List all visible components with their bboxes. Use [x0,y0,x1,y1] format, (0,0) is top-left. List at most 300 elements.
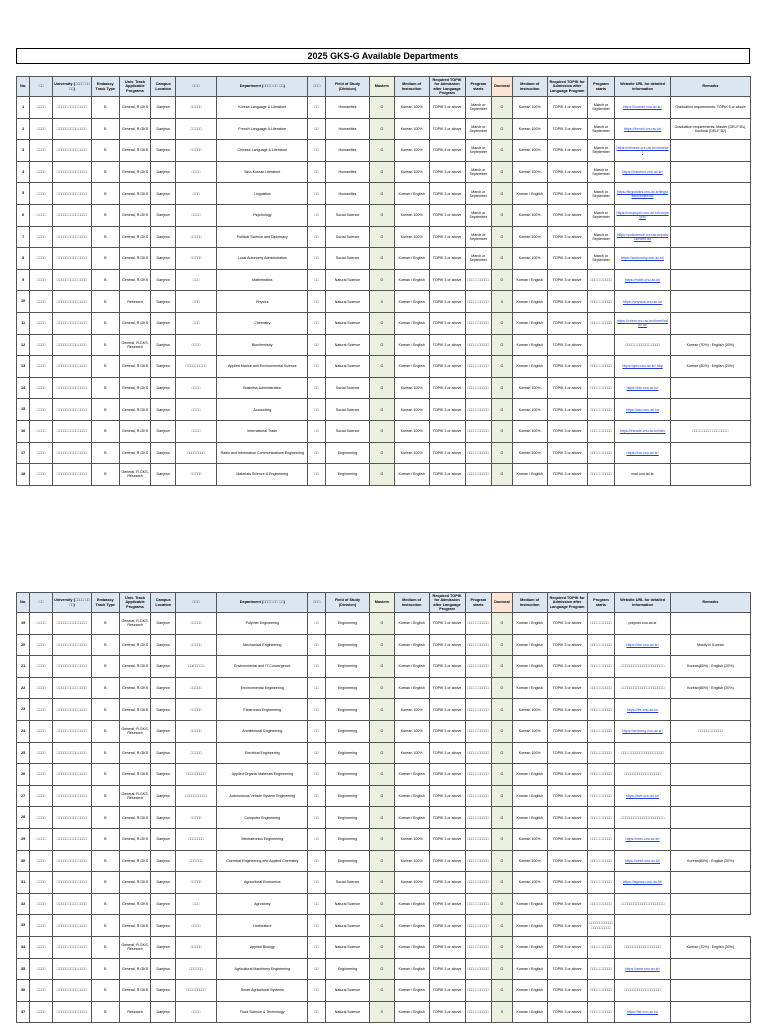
cell-col-topik-d: TOPIK 3 or above [547,204,587,226]
cell-col-website[interactable]: https://mec.cnu.ac.kr/ [615,828,670,850]
cell-col-ko2: □□□□□□□□□□ [176,785,217,807]
cell-col-ko1: □□□□ [30,399,53,421]
cell-col-medium-d: Korean 100% [512,118,547,140]
cell-col-ko2: □□□□ [176,334,217,356]
cell-col-univ-track: General, R-GKS [119,161,151,183]
cell-col-department: Mathematics [217,269,308,291]
cell-col-ko3: □□ [308,334,325,356]
cell-col-doctoral: O [492,915,513,937]
cell-col-medium-m: Korean / English [394,634,429,656]
cell-col-website[interactable]: https://ee.cnu.ac.kr/ [615,699,670,721]
cell-col-field: Natural Science [325,269,369,291]
cell-col-medium-m: Korean / English [394,893,429,915]
cell-col-start-m: March or September [465,204,492,226]
cell-col-start-d: □□□ □ □□□□□ [587,764,615,786]
cell-col-ko3: □□ [308,312,325,334]
cell-col-embassy-track: B [91,936,119,958]
cell-col-univ-track: General, R-GKS [119,442,151,464]
cell-col-remarks [670,248,750,270]
cell-col-ko3: □□ [308,936,325,958]
cell-col-department: Chemical Engineering and Applied Chemistry [217,850,308,872]
cell-col-ko2: □□□□ [176,377,217,399]
cell-col-medium-d: Korean / English [512,656,547,678]
cell-col-univ-track: General, R-GKS, Research [119,720,151,742]
cell-col-website[interactable]: https://ame.cnu.ac.kr/ [615,958,670,980]
cell-col-website[interactable]: https://french.cnu.ac.kr/ [615,118,670,140]
cell-col-no: 8 [17,248,30,270]
cell-col-university: □□□□□ □□□□ □□□□ [52,613,91,635]
cell-col-department: Agronomy [217,893,308,915]
cell-col-remarks: Graduation requirements: TOPIK 6 or above [670,97,750,119]
cell-col-doctoral: O [492,720,513,742]
cell-col-ko2: □□□□ [176,915,217,937]
cell-col-department: Local Autonomy Administration [217,248,308,270]
cell-col-no: 22 [17,677,30,699]
cell-col-no: 9 [17,269,30,291]
cell-col-website[interactable]: https://korean.cnu.ac.kr/ [615,97,670,119]
cell-col-ko2: □□□ [176,269,217,291]
cell-col-ko3: □□ [308,634,325,656]
cell-col-embassy-track: B [91,334,119,356]
cell-col-masters: O [370,183,395,205]
cell-col-field: Humanities [325,183,369,205]
cell-col-website[interactable]: https://polscience.cnu.ac.kr/polsci/index.do [615,226,670,248]
header-col-ko2: □□□ [176,77,217,97]
table-row [17,613,751,635]
cell-col-medium-m: Korean / English [394,183,429,205]
table-row [17,785,751,807]
cell-col-medium-d: Korean 100% [512,850,547,872]
cell-col-ko3: □□ [308,872,325,894]
cell-col-no: 32 [17,893,30,915]
cell-col-start-m: □□□ □ □□□□□ [465,399,492,421]
cell-col-ko3: □□ [308,420,325,442]
cell-col-department: Agricultural Economics [217,872,308,894]
cell-col-topik-m: TOPIK 3 or above [429,118,465,140]
cell-col-no: 5 [17,183,30,205]
cell-col-ko2: □□□ [176,183,217,205]
cell-col-doctoral: O [492,269,513,291]
cell-col-topik-d: TOPIK 3 or above [547,356,587,378]
cell-col-field: Engineering [325,656,369,678]
cell-col-masters: O [370,442,395,464]
cell-col-ko3: □□ [308,980,325,1002]
cell-col-univ-track: General, R-GKS [119,742,151,764]
cell-col-start-m: March or September [465,226,492,248]
cell-col-department: Autonomous Vehicle System Engineering [217,785,308,807]
cell-col-start-d: □□□ □ □□□□□ [587,291,615,313]
cell-col-website[interactable]: https://agecon.cnu.ac.kr/ [615,872,670,894]
cell-col-start-m: □□□ □ □□□□□ [465,936,492,958]
cell-col-univ-track: General, R-GKS [119,828,151,850]
cell-col-university: □□□□□ □□□□ □□□□ [52,97,91,119]
cell-col-medium-d: Korean / English [512,356,547,378]
cell-col-ko1: □□□□ [30,720,53,742]
cell-col-masters: O [370,399,395,421]
cell-col-no: 4 [17,161,30,183]
cell-col-univ-track: General, R-GKS [119,980,151,1002]
cell-col-masters: O [370,97,395,119]
cell-col-website[interactable]: https://acc.cnu.ac.kr/ [615,399,670,421]
cell-col-medium-d: Korean / English [512,936,547,958]
cell-col-topik-d: TOPIK 3 or above [547,656,587,678]
cell-col-ko1: □□□□ [30,958,53,980]
cell-col-university: □□□□□ □□□□ □□□□ [52,1001,91,1023]
cell-col-field: Social Science [325,248,369,270]
cell-col-medium-m: Korean 100% [394,699,429,721]
header-col-ko1: □□ [30,593,53,613]
cell-col-ko3: □□ [308,248,325,270]
cell-col-campus: Daejeon [151,1001,176,1023]
header-col-no: No. [17,593,30,613]
cell-col-ko3: □□ [308,720,325,742]
cell-col-doctoral: O [492,936,513,958]
cell-col-ko1: □□□□ [30,464,53,486]
cell-col-ko3: □□ [308,807,325,829]
cell-col-topik-d: TOPIK 3 or above [547,118,587,140]
cell-col-university: □□□□□ □□□□ □□□□ [52,764,91,786]
table-header-row [17,593,751,613]
cell-col-no: 16 [17,420,30,442]
cell-col-embassy-track: B [91,785,119,807]
cell-col-start-d: □□□ □ □□□□□ [587,720,615,742]
table-row [17,399,751,421]
cell-col-embassy-track: B [91,656,119,678]
cell-col-website[interactable]: https://hanmun.cnu.ac.kr/ [615,161,670,183]
cell-col-ko2: □□□□□ [176,464,217,486]
cell-col-campus: Daejeon [151,420,176,442]
cell-col-ko2: □□□□□ [176,140,217,162]
table-row [17,464,751,486]
cell-col-masters: O [370,118,395,140]
cell-col-masters: O [370,377,395,399]
cell-col-ko2: □□□□ [176,204,217,226]
cell-col-ko1: □□□□ [30,356,53,378]
cell-col-campus: Daejeon [151,140,176,162]
cell-col-start-d: March or September [587,183,615,205]
cell-col-medium-d: Korean / English [512,677,547,699]
cell-col-medium-m: Korean / English [394,677,429,699]
cell-col-topik-m: TOPIK 3 or above [429,850,465,872]
cell-col-embassy-track: B [91,980,119,1002]
cell-col-start-d: □□□ □ □□□□□ [587,377,615,399]
cell-col-no: 12 [17,334,30,356]
header-col-topik-d: Required TOPIK for Admission after Language Program [547,77,587,97]
cell-col-medium-d: Korean / English [512,764,547,786]
cell-col-masters: O [370,785,395,807]
cell-col-doctoral: O [492,312,513,334]
cell-col-field: Humanities [325,140,369,162]
cell-col-embassy-track: B [91,1001,119,1023]
table-row [17,377,751,399]
cell-col-ko2: □□□□□ [176,720,217,742]
cell-col-masters: X [370,291,395,313]
cell-col-campus: Daejeon [151,720,176,742]
header-col-university: University (□□□□ □□ □□) [52,77,91,97]
cell-col-topik-d: TOPIK 4 or above [547,161,587,183]
cell-col-department: Mechatronics Engineering [217,828,308,850]
cell-col-medium-m: Korean 100% [394,420,429,442]
cell-col-department: Environmental Engineering [217,677,308,699]
cell-col-ko1: □□□□ [30,97,53,119]
cell-col-campus: Daejeon [151,785,176,807]
cell-col-field: Engineering [325,807,369,829]
cell-col-ko3: □□ [308,785,325,807]
cell-col-start-m: □□□ □ □□□□□ [465,1001,492,1023]
cell-col-masters: O [370,936,395,958]
cell-col-campus: Daejeon [151,399,176,421]
cell-col-no: 28 [17,807,30,829]
cell-col-topik-d: TOPIK 3 or above [547,980,587,1002]
cell-col-university: □□□□□ □□□□ □□□□ [52,183,91,205]
cell-col-medium-d: Korean 100% [512,828,547,850]
cell-col-campus: Daejeon [151,634,176,656]
cell-col-medium-d: Korean / English [512,807,547,829]
header-col-ko3: □□□ [308,593,325,613]
cell-col-campus: Daejeon [151,828,176,850]
cell-col-start-d: □□□ □ □□□□□ [587,677,615,699]
cell-col-department: Political Science and Diplomacy [217,226,308,248]
cell-col-medium-m: Korean / English [394,764,429,786]
cell-col-no: 14 [17,377,30,399]
table-row [17,118,751,140]
header-col-topik-m: Required TOPIK for Admission after Language Program [429,593,465,613]
cell-col-medium-d: Korean 100% [512,97,547,119]
cell-col-website[interactable]: https://biz.cnu.ac.kr/ [615,377,670,399]
cell-col-no: 26 [17,764,30,786]
header-col-no: No. [17,77,30,97]
cell-col-field: Engineering [325,850,369,872]
header-col-remarks: Remarks [670,593,750,613]
cell-col-ko3: □□ [308,140,325,162]
cell-col-campus: Daejeon [151,226,176,248]
cell-col-embassy-track: B [91,442,119,464]
cell-col-field: Natural Science [325,936,369,958]
cell-col-no: 24 [17,720,30,742]
cell-col-website[interactable]: https://archeng.cnu.ac.kr/ [615,720,670,742]
cell-col-university: □□□□□ □□□□ □□□□ [52,291,91,313]
cell-col-website[interactable]: https://me.cnu.ac.kr/ [615,634,670,656]
cell-col-topik-m: TOPIK 3 or above [429,785,465,807]
cell-col-masters: O [370,699,395,721]
cell-col-embassy-track: B [91,764,119,786]
cell-col-website[interactable]: https://chem.cnu.ac.kr/chem/index.do [615,312,670,334]
cell-col-website[interactable]: https://rcs.cnu.ac.kr/ [615,442,670,464]
cell-col-medium-d: Korean / English [512,291,547,313]
cell-col-no: 2 [17,118,30,140]
cell-col-website[interactable]: https://ave.cnu.ac.kr/ [615,785,670,807]
cell-col-topik-d: TOPIK 3 or above [547,334,587,356]
cell-col-start-d: □□□ □ □□□□□ [587,872,615,894]
header-col-masters: Masters [370,593,395,613]
cell-col-website[interactable]: https://linguistics.cnu.ac.kr/linguistics/index.do [615,183,670,205]
cell-col-univ-track: General, R-GKS [119,915,151,937]
cell-col-medium-d: Korean / English [512,1001,547,1023]
cell-col-start-m: □□□ □ □□□□□ [465,828,492,850]
cell-col-topik-m: TOPIK 3 or above [429,226,465,248]
cell-col-department: Mechanical Engineering [217,634,308,656]
cell-col-topik-m: TOPIK 3 or above [429,893,465,915]
cell-col-field: Engineering [325,742,369,764]
cell-col-topik-d: TOPIK 3 or above [547,807,587,829]
cell-col-website[interactable]: https://intrade.cnu.ac.kr/inter [615,420,670,442]
cell-col-medium-m: Korean 100% [394,850,429,872]
cell-col-field: Social Science [325,420,369,442]
header-col-campus: Campus Location [151,593,176,613]
table-row [17,828,751,850]
cell-col-start-d: March or September [587,118,615,140]
cell-col-department: Environmental and IT Convergence [217,656,308,678]
cell-col-field: Engineering [325,613,369,635]
cell-col-field: Engineering [325,720,369,742]
cell-col-website[interactable]: https://autonomy.cnu.ac.kr/ [615,248,670,270]
cell-col-university: □□□□□ □□□□ □□□□ [52,893,91,915]
cell-col-ko1: □□□□ [30,269,53,291]
table-body-top [17,97,751,486]
cell-col-start-m: □□□ □ □□□□□ [465,720,492,742]
cell-col-campus: Daejeon [151,118,176,140]
cell-col-start-m: □□□ □ □□□□□ [465,980,492,1002]
cell-col-remarks [670,872,750,894]
cell-col-start-d: □□□ □ □□□□□ [587,399,615,421]
cell-col-ko3: □□ [308,183,325,205]
cell-col-embassy-track: B [91,356,119,378]
cell-col-masters: O [370,613,395,635]
cell-col-campus: Daejeon [151,161,176,183]
cell-col-website[interactable]: https://math.cnu.ac.kr/ [615,269,670,291]
cell-col-ko3: □□ [308,958,325,980]
cell-col-website[interactable]: https://geo.cnu.ac.kr/ http [615,356,670,378]
cell-col-university: □□□□□ □□□□ □□□□ [52,742,91,764]
cell-col-campus: Daejeon [151,872,176,894]
cell-col-univ-track: General, R-GKS [119,656,151,678]
cell-col-ko1: □□□□ [30,613,53,635]
cell-col-campus: Daejeon [151,312,176,334]
cell-col-topik-m: TOPIK 3 or above [429,936,465,958]
cell-col-topik-m: TOPIK 3 or above [429,312,465,334]
cell-col-remarks [670,269,750,291]
cell-col-topik-m: TOPIK 3 or above [429,764,465,786]
cell-col-doctoral: O [492,850,513,872]
cell-col-website[interactable]: https://physics.cnu.ac.kr/ [615,291,670,313]
cell-col-start-m: □□□ □ □□□□□ [465,850,492,872]
cell-col-medium-d: Korean 100% [512,377,547,399]
cell-col-start-d: □□□ □ □□□□□ [587,699,615,721]
cell-col-website[interactable]: https://cnupsych.cnu.ac.kr/cnupsych/ [615,204,670,226]
cell-col-remarks: Korean (80%) : English (20%) [670,356,750,378]
cell-col-field: Engineering [325,958,369,980]
cell-col-doctoral: O [492,464,513,486]
cell-col-website[interactable]: https://fst.cnu.ac.kr/ [615,1001,670,1023]
cell-col-ko1: □□□□ [30,980,53,1002]
cell-col-doctoral: O [492,226,513,248]
cell-col-embassy-track: B [91,720,119,742]
cell-col-topik-m: TOPIK 3 or above [429,204,465,226]
cell-col-ko1: □□□□ [30,248,53,270]
cell-col-ko3: □□ [308,442,325,464]
cell-col-no: 3 [17,140,30,162]
cell-col-topik-d: TOPIK 3 or above [547,464,587,486]
cell-col-website[interactable]: https://chinese.cnu.ac.kr/chinese/ [615,140,670,162]
cell-col-start-m: □□□ □ □□□□□ [465,742,492,764]
header-col-start-m: Program starts [465,77,492,97]
cell-col-topik-m: TOPIK 3 or above [429,872,465,894]
cell-col-topik-m: TOPIK 3 or above [429,1001,465,1023]
cell-col-masters: X [370,1001,395,1023]
cell-col-embassy-track: B [91,291,119,313]
cell-col-ko1: □□□□ [30,828,53,850]
cell-col-field: Natural Science [325,291,369,313]
cell-col-remarks [670,291,750,313]
cell-col-start-d: □□□ □ □□□□□ [587,1001,615,1023]
cell-col-start-m: □□□ □ □□□□□ [465,764,492,786]
cell-col-website[interactable]: https://cese.cnu.ac.kr/ [615,850,670,872]
cell-col-ko1: □□□□ [30,656,53,678]
cell-col-medium-d: Korean 100% [512,140,547,162]
cell-col-topik-d: TOPIK 3 or above [547,677,587,699]
cell-col-start-d: March or September [587,140,615,162]
cell-col-campus: Daejeon [151,464,176,486]
cell-col-ko1: □□□□ [30,442,53,464]
cell-col-embassy-track: B [91,97,119,119]
cell-col-campus: Daejeon [151,893,176,915]
cell-col-department: Food Science & Technology [217,1001,308,1023]
cell-col-no: 6 [17,204,30,226]
cell-col-field: Humanities [325,97,369,119]
table-row [17,677,751,699]
cell-col-ko2: □□□□ □□□□□ [176,356,217,378]
cell-col-medium-m: Korean 100% [394,742,429,764]
cell-col-remarks [670,1001,750,1023]
cell-col-remarks [670,464,750,486]
cell-col-no: 15 [17,399,30,421]
cell-col-topik-d: TOPIK 3 or above [547,420,587,442]
cell-col-campus: Daejeon [151,442,176,464]
header-col-field: Field of Study (Division) [325,593,369,613]
cell-col-doctoral: O [492,161,513,183]
cell-col-department: Applied Marine and Environmental Science [217,356,308,378]
cell-col-masters: O [370,915,395,937]
cell-col-medium-m: Korean / English [394,356,429,378]
cell-col-start-d: □□□ □ □□□□□ [587,785,615,807]
cell-col-ko2: □□□□□□□□□ [176,980,217,1002]
cell-col-masters: O [370,958,395,980]
table-row [17,291,751,313]
header-col-embassy-track: Embassy Track Type [91,593,119,613]
cell-col-ko2: □□□□□ [176,118,217,140]
cell-col-medium-m: Korean / English [394,334,429,356]
cell-col-topik-d: TOPIK 3 or above [547,828,587,850]
cell-col-ko3: □□ [308,399,325,421]
cell-col-ko1: □□□□ [30,872,53,894]
cell-col-ko2: □□□□□□□□□ [176,764,217,786]
cell-col-masters: O [370,226,395,248]
cell-col-field: Engineering [325,699,369,721]
header-col-medium-m: Medium of Instruction [394,593,429,613]
cell-col-doctoral: O [492,356,513,378]
cell-col-ko1: □□□□ [30,915,53,937]
cell-col-medium-d: Korean / English [512,312,547,334]
cell-col-start-m: □□□ □ □□□□□ [465,656,492,678]
cell-col-medium-m: Korean / English [394,915,429,937]
cell-col-university: □□□□□ □□□□ □□□□ [52,720,91,742]
cell-col-field: Engineering [325,785,369,807]
cell-col-medium-m: Korean 100% [394,118,429,140]
cell-col-ko2: □□□□□□ [176,958,217,980]
cell-col-topik-d: TOPIK 4 or above [547,399,587,421]
cell-col-topik-m: TOPIK 3 or above [429,807,465,829]
cell-col-start-m: □□□ □ □□□□□ [465,356,492,378]
